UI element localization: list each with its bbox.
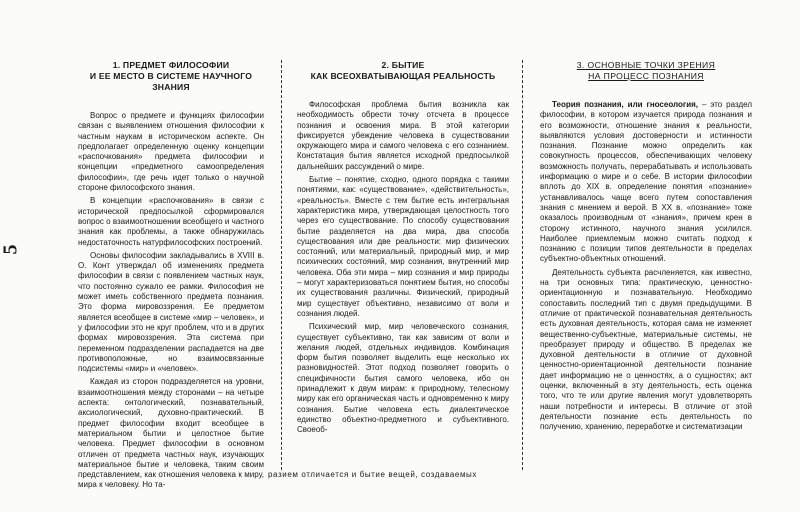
column-philosophy-subject — [78, 60, 264, 490]
section-heading-3 — [540, 60, 752, 82]
heading-1-line1: 1. ПРЕДМЕТ ФИЛОСОФИИ — [112, 60, 230, 70]
section-heading-1 — [78, 60, 264, 93]
paragraph: Философская проблема бытия возникла как необходимость обрести точку отсчета в процессе познания и освоения мира. В этой категории фиксируется убеждение человека в существовании окружающего мира и самого человека с его сознанием. Констатация бытия является исходной предпосылкой дальнейших рассуждений о мире. — [297, 100, 509, 171]
column-cognition — [540, 60, 752, 480]
paragraph: Психический мир, мир человеческого сознания, существует субъективно, так как зависим от воли и желания людей, отдельных индивидов. Комбинация форм бытия позволяет выделить еще несколько их разновидностей. Этот подход позволяет говорить о специфичности бытия самого человека, ибо он принадлежит к двум мирам: к природному, телесному миру как его органическая часть и одновременно к миру сознания. Бытие человека есть диалектическое единство объектно-предметного и субъективного. Своеоб- — [297, 322, 509, 435]
heading-3-line1: 3. ОСНОВНЫЕ ТОЧКИ ЗРЕНИЯ — [576, 60, 716, 70]
heading-2-line1: 2. БЫТИЕ — [381, 60, 425, 70]
paragraph: Деятельность субъекта расчленяется, как известно, на три основных типа: практическую, ценностно-ориентационную и познавательную. Необходимо сопоставить последний тип с двумя предыдущими. В отличие от практической познавательная деятельность есть духовная деятельность, которая сама не изменяет вещественно-субъектные, материальные системы, не преобразует природу и общество. В пределах же духовной деятельности в отличие от духовной ценностно-ориентационной деятельности познание дает информацию не о ценностях, а о сущностях; акт оценки, включенный в эту деятельность, есть оценка того, что те или другие явления могут удовлетворять наши потребности и интересы. В отличие от этой деятельности познание есть деятельность по получению, хранению, переработке и систематизации — [540, 267, 752, 432]
heading-3-line2: НА ПРОЦЕСС ПОЗНАНИЯ — [588, 71, 704, 81]
paragraph-rest: – это раздел философии, в котором изучается природа познания и его возможности, отношение знания к реальности, выявляются условия достоверности и истинности познания. Познание можно определить как совокупность процессов, обеспечивающих человеку возможность получать, перерабатывать и использовать информацию о мире и о себе. В истории философии вплоть до XIX в. определение понятия «познание» устанавливалось чаще всего путем сопоставления знания с мнением и верой. В XX в. «познание» тоже оказалось производным от «знания», причем крен в сторону истинного, научного знания усилился. Наиболее приемлемым можно считать подход к познанию с позиции типов деятельности в пределах субъектно-объектных отношений. — [540, 100, 752, 264]
heading-2-line2: КАК ВСЕОХВАТЫВАЮЩАЯ РЕАЛЬНОСТЬ — [310, 71, 496, 81]
column-being — [297, 60, 509, 480]
column-divider — [522, 60, 523, 470]
paragraph: Вопрос о предмете и функциях философии связан с выявлением отношения философии к частным наукам в историческом аспекте. Он предполагает определенную оценку концепции «распочкования» предмета философии и концепции «предметного самоопределения философии», где речь идет только о научной стороне философского знания. — [78, 111, 264, 193]
paragraph: В концепции «распочкования» в связи с исторической предпосылкой сформировался вопрос о взаимоотношении всеобщего и частного знания как проблемы, а также обнаружилась недостаточность натурфилософских построений. — [78, 196, 264, 247]
bottom-line: разием отличается и бытие вещей, создаваемых — [268, 470, 478, 479]
page-number: 5 — [0, 244, 22, 255]
paragraph: Бытие – понятие, сходно, одного порядка с такими понятиями, как: «существование», «действительность», «реальность». Вместе с тем бытие есть интегральная характеристика мира, утверждающая целостность того через его существование. По способу существования бытие разделяется на два мира, два способа существования или две реальности: мир физических состояний, или материальный, природный мир, и мир психических состояний, мир сознания, внутренний мир человека. Оба эти мира – мир сознания и мир природы – могут характеризоваться понятием бытия, но способы их существования различны. Физический, природный мир существует объективно, независимо от воли и сознания людей. — [297, 175, 509, 318]
paragraph: Каждая из сторон подразделяется на уровни, взаимоотношения между сторонами – на четыре аспекта: онтологический, познавательный, аксиологический, духовно-практический. В предмет философии входит всеобщее в материальном бытии и целостное бытие человека. Предмет философии в основном отличен от предмета частных наук, изучающих материальное бытие и человека, таким своим представлением, как отношения человека к миру, мира к человеку. Но та- — [78, 377, 264, 490]
lead-term: Теория познания, или гносеология, — [552, 100, 699, 109]
column-divider — [281, 60, 282, 470]
paragraph: Основы философии закладывались в XVIII в. О. Конт утверждал об изменениях предмета философии в связи с появлением частных наук, что постоянно сужало ее рамки. Философия не может иметь собственного предмета познания. Это форма мировоззрения. Ее предметом является всеобщее в системе «мир – человек», и у философии это не круг проблем, что и в других формах мировоззрения. Эта система при переменном подразделении распадается на две противоположные, но взаимосвязанные подсистемы «мир» и «человек». — [78, 250, 264, 374]
heading-1-line2: И ЕЕ МЕСТО В СИСТЕМЕ НАУЧНОГО ЗНАНИЯ — [89, 71, 253, 92]
section-heading-2 — [297, 60, 509, 82]
paragraph — [540, 100, 752, 265]
